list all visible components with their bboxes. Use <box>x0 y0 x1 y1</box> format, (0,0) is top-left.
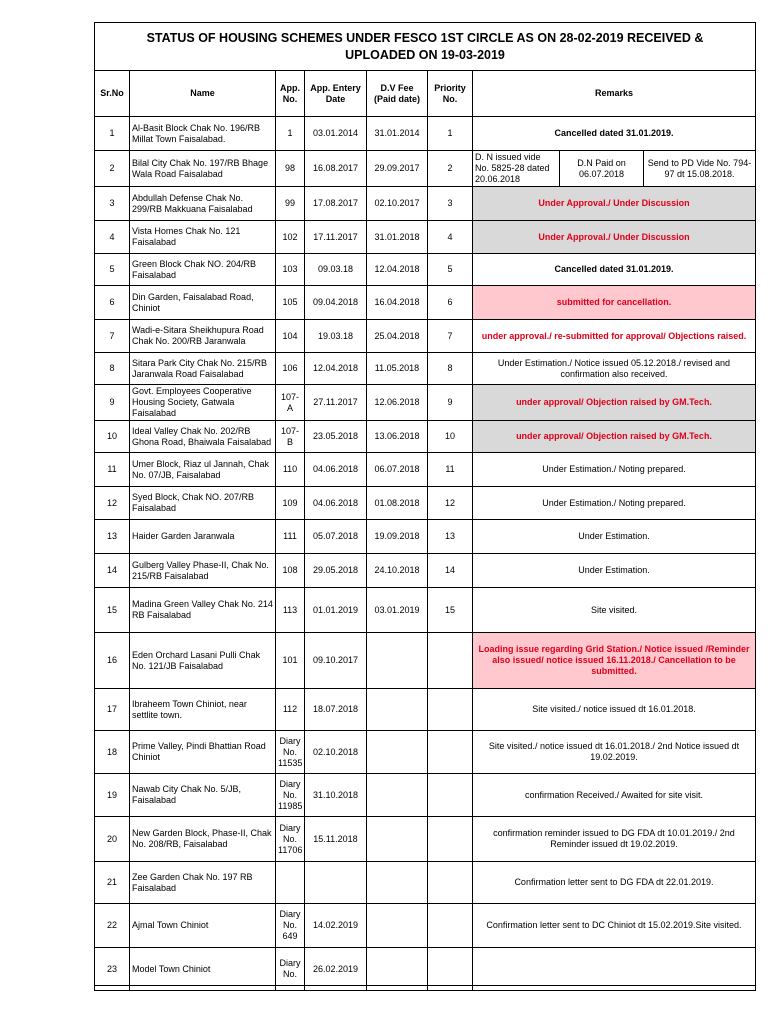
cell-priority <box>428 774 473 817</box>
housing-schemes-table <box>94 22 756 991</box>
cell-priority: 6 <box>428 286 473 320</box>
cell-remarks: confirmation Received./ Awaited for site visit. <box>473 774 756 817</box>
cell-remarks: under approval/ Objection raised by GM.Tech. <box>473 385 756 421</box>
cell-dv-fee <box>367 731 428 774</box>
cell-entry-date: 02.10.2018 <box>305 731 367 774</box>
cell-name: Abdullah Defense Chak No. 299/RB Makkuana Faisalabad <box>130 187 276 221</box>
cell-app-no: 111 <box>276 520 305 554</box>
cell-dv-fee: 12.06.2018 <box>367 385 428 421</box>
table-row <box>95 862 756 904</box>
title-line-2: UPLOADED ON 19-03-2019 <box>345 47 505 62</box>
cell-app-no: 102 <box>276 221 305 254</box>
document-title <box>95 23 756 71</box>
cell-entry-date: 17.08.2017 <box>305 187 367 221</box>
table-row <box>95 254 756 286</box>
cell-name: Eden Orchard Lasani Pulli Chak No. 121/JB Faisalabad <box>130 633 276 689</box>
cell-dv-fee: 12.04.2018 <box>367 254 428 286</box>
title-line-1: STATUS OF HOUSING SCHEMES UNDER FESCO 1ST CIRCLE AS ON 28-02-2019 RECEIVED & <box>146 30 704 45</box>
cell-entry-date: 16.08.2017 <box>305 151 367 187</box>
cell-srno: 11 <box>95 453 130 487</box>
cell-priority <box>428 817 473 862</box>
cell-app-no: Diary No. 649 <box>276 904 305 948</box>
table-row <box>95 453 756 487</box>
cell-remarks: Cancelled dated 31.01.2019. <box>473 254 756 286</box>
cell-priority: 10 <box>428 421 473 453</box>
table-row <box>95 817 756 862</box>
cell-entry-date: 27.11.2017 <box>305 385 367 421</box>
cell-priority: 1 <box>428 117 473 151</box>
cell-dv-fee: 01.08.2018 <box>367 487 428 520</box>
cell-priority: 5 <box>428 254 473 286</box>
cell-entry-date: 26.02.2019 <box>305 948 367 991</box>
cell-entry-date: 09.04.2018 <box>305 286 367 320</box>
cell-name: Din Garden, Faisalabad Road, Chiniot <box>130 286 276 320</box>
cell-app-no: 113 <box>276 588 305 633</box>
cell-remarks: confirmation reminder issued to DG FDA dt 10.01.2019./ 2nd Reminder issued dt 19.02.2019. <box>473 817 756 862</box>
cell-app-no: 112 <box>276 689 305 731</box>
cell-priority: 14 <box>428 554 473 588</box>
cell-remarks: Site visited. <box>473 588 756 633</box>
cell-entry-date: 09.10.2017 <box>305 633 367 689</box>
cell-app-no: 107-B <box>276 421 305 453</box>
cell-entry-date: 01.01.2019 <box>305 588 367 633</box>
cell-srno: 17 <box>95 689 130 731</box>
cell-entry-date: 29.05.2018 <box>305 554 367 588</box>
cell-srno: 6 <box>95 286 130 320</box>
cell-name: Sitara Park City Chak No. 215/RB Jaranwala Road Faisalabad <box>130 353 276 385</box>
cell-priority <box>428 731 473 774</box>
cell-priority: 11 <box>428 453 473 487</box>
table-row <box>95 904 756 948</box>
cell-app-no: 99 <box>276 187 305 221</box>
cell-dv-fee: 19.09.2018 <box>367 520 428 554</box>
cell-entry-date: 18.07.2018 <box>305 689 367 731</box>
cell-app-no: Diary No. 11706 <box>276 817 305 862</box>
cell-remarks: Confirmation letter sent to DC Chiniot dt 15.02.2019.Site visited. <box>473 904 756 948</box>
cell-srno: 4 <box>95 221 130 254</box>
header-dv-fee: D.V Fee (Paid date) <box>367 71 428 117</box>
cell-priority: 13 <box>428 520 473 554</box>
cell-name: Ideal Valley Chak No. 202/RB Ghona Road, Bhaiwala Faisalabad <box>130 421 276 453</box>
cell-srno: 9 <box>95 385 130 421</box>
cell-name: Madina Green Valley Chak No. 214 RB Faisalabad <box>130 588 276 633</box>
cell-name: Nawab City Chak No. 5/JB, Faisalabad <box>130 774 276 817</box>
cell-entry-date: 19.03.18 <box>305 320 367 353</box>
cell-dv-fee: 31.01.2018 <box>367 221 428 254</box>
cell-app-no: 1 <box>276 117 305 151</box>
cell-dv-fee: 31.01.2014 <box>367 117 428 151</box>
cell-dv-fee: 24.10.2018 <box>367 554 428 588</box>
table-row <box>95 588 756 633</box>
cell-priority: 12 <box>428 487 473 520</box>
cell-srno: 15 <box>95 588 130 633</box>
cell-priority <box>428 633 473 689</box>
cell-remarks: Site visited./ notice issued dt 16.01.2018. <box>473 689 756 731</box>
cell-name: Green Block Chak NO. 204/RB Faisalabad <box>130 254 276 286</box>
cell-remarks: Under Estimation./ Noting prepared. <box>473 487 756 520</box>
cell-name: Umer Block, Riaz ul Jannah, Chak No. 07/JB, Faisalabad <box>130 453 276 487</box>
cell-srno: 19 <box>95 774 130 817</box>
cell-app-no: 104 <box>276 320 305 353</box>
cell-priority <box>428 689 473 731</box>
cell-priority <box>428 904 473 948</box>
cell-name: Wadi-e-Sitara Sheikhupura Road Chak No. 200/RB Jaranwala <box>130 320 276 353</box>
cell-name: New Garden Block, Phase-II, Chak No. 208/RB, Faisalabad <box>130 817 276 862</box>
cell-app-no: 108 <box>276 554 305 588</box>
cell-entry-date: 23.05.2018 <box>305 421 367 453</box>
table-row <box>95 353 756 385</box>
cell-remarks: Under Estimation./ Noting prepared. <box>473 453 756 487</box>
cell-name: Syed Block, Chak NO. 207/RB Faisalabad <box>130 487 276 520</box>
cell-entry-date: 09.03.18 <box>305 254 367 286</box>
cell-priority: 8 <box>428 353 473 385</box>
cell-dv-fee <box>367 904 428 948</box>
cell-remarks: Site visited./ notice issued dt 16.01.2018./ 2nd Notice issued dt 19.02.2019. <box>473 731 756 774</box>
cell-app-no: 107-A <box>276 385 305 421</box>
cell-srno: 2 <box>95 151 130 187</box>
table-row <box>95 554 756 588</box>
cell-entry-date <box>305 862 367 904</box>
cell-srno: 8 <box>95 353 130 385</box>
cell-entry-date: 15.11.2018 <box>305 817 367 862</box>
cell-entry-date: 12.04.2018 <box>305 353 367 385</box>
cell-name: Zee Garden Chak No. 197 RB Faisalabad <box>130 862 276 904</box>
cell-srno: 22 <box>95 904 130 948</box>
cell-app-no: Diary No. <box>276 948 305 991</box>
header-priority: Priority No. <box>428 71 473 117</box>
cell-name: Al-Basit Block Chak No. 196/RB Millat Town Faisalabad. <box>130 117 276 151</box>
table-row <box>95 286 756 320</box>
cell-dv-fee: 06.07.2018 <box>367 453 428 487</box>
cell-entry-date: 05.07.2018 <box>305 520 367 554</box>
table-row <box>95 187 756 221</box>
cell-remarks: Cancelled dated 31.01.2019. <box>473 117 756 151</box>
cell-srno: 7 <box>95 320 130 353</box>
cell-dv-fee <box>367 774 428 817</box>
cell-srno: 23 <box>95 948 130 991</box>
cell-app-no <box>276 862 305 904</box>
cell-dv-fee: 11.05.2018 <box>367 353 428 385</box>
cell-entry-date: 14.02.2019 <box>305 904 367 948</box>
cell-remarks: submitted for cancellation. <box>473 286 756 320</box>
table-row <box>95 774 756 817</box>
cell-dv-fee <box>367 817 428 862</box>
cell-priority: 4 <box>428 221 473 254</box>
cell-app-no: 103 <box>276 254 305 286</box>
cell-entry-date: 17.11.2017 <box>305 221 367 254</box>
cell-entry-date: 04.06.2018 <box>305 487 367 520</box>
cell-remarks: Loading issue regarding Grid Station./ Notice issued /Reminder also issued/ notice issued 16.11.2018./ Cancellation to be submitted. <box>473 633 756 689</box>
cell-app-no: 98 <box>276 151 305 187</box>
cell-srno: 1 <box>95 117 130 151</box>
cell-name: Govt. Employees Cooperative Housing Society, Gatwala Faisalabad <box>130 385 276 421</box>
cell-app-no: 110 <box>276 453 305 487</box>
cell-remarks-dn-paid: D.N Paid on 06.07.2018 <box>560 151 644 187</box>
header-srno: Sr.No <box>95 71 130 117</box>
cell-app-no: 101 <box>276 633 305 689</box>
cell-dv-fee: 29.09.2017 <box>367 151 428 187</box>
cell-dv-fee <box>367 862 428 904</box>
cell-srno: 18 <box>95 731 130 774</box>
cell-entry-date: 03.01.2014 <box>305 117 367 151</box>
cell-name: Ibraheem Town Chiniot, near settlite town. <box>130 689 276 731</box>
cell-name: Gulberg Valley Phase-II, Chak No. 215/RB Faisalabad <box>130 554 276 588</box>
cell-srno: 3 <box>95 187 130 221</box>
cell-remarks: Under Estimation. <box>473 554 756 588</box>
cell-dv-fee: 16.04.2018 <box>367 286 428 320</box>
cell-entry-date: 31.10.2018 <box>305 774 367 817</box>
cell-srno: 12 <box>95 487 130 520</box>
page-bottom-rule <box>94 985 756 986</box>
cell-app-no: Diary No. 11985 <box>276 774 305 817</box>
cell-remarks: under approval./ re-submitted for approval/ Objections raised. <box>473 320 756 353</box>
cell-dv-fee <box>367 633 428 689</box>
cell-name: Prime Valley, Pindi Bhattian Road Chiniot <box>130 731 276 774</box>
table-header-row <box>95 71 756 117</box>
cell-srno: 5 <box>95 254 130 286</box>
cell-priority: 3 <box>428 187 473 221</box>
cell-srno: 21 <box>95 862 130 904</box>
table-row <box>95 633 756 689</box>
cell-dv-fee: 13.06.2018 <box>367 421 428 453</box>
table-row <box>95 421 756 453</box>
cell-priority: 7 <box>428 320 473 353</box>
cell-srno: 16 <box>95 633 130 689</box>
cell-priority: 9 <box>428 385 473 421</box>
cell-app-no: 105 <box>276 286 305 320</box>
cell-remarks: Under Estimation./ Notice issued 05.12.2018./ revised and confirmation also received. <box>473 353 756 385</box>
cell-name: Model Town Chiniot <box>130 948 276 991</box>
cell-srno: 20 <box>95 817 130 862</box>
cell-remarks-dn-issued: D. N issued vide No. 5825-28 dated 20.06.2018 <box>473 151 560 187</box>
housing-status-document <box>94 22 755 991</box>
cell-name: Bilal City Chak No. 197/RB Bhage Wala Road Faisalabad <box>130 151 276 187</box>
cell-remarks: under approval/ Objection raised by GM.Tech. <box>473 421 756 453</box>
table-row <box>95 117 756 151</box>
table-row <box>95 221 756 254</box>
cell-priority <box>428 862 473 904</box>
table-row <box>95 487 756 520</box>
cell-app-no: Diary No. 11535 <box>276 731 305 774</box>
cell-dv-fee: 02.10.2017 <box>367 187 428 221</box>
cell-srno: 10 <box>95 421 130 453</box>
header-entry-date: App. Entery Date <box>305 71 367 117</box>
cell-dv-fee: 03.01.2019 <box>367 588 428 633</box>
cell-priority: 15 <box>428 588 473 633</box>
cell-app-no: 109 <box>276 487 305 520</box>
cell-srno: 13 <box>95 520 130 554</box>
cell-name: Ajmal Town Chiniot <box>130 904 276 948</box>
cell-entry-date: 04.06.2018 <box>305 453 367 487</box>
cell-remarks: Under Approval./ Under Discussion <box>473 221 756 254</box>
table-row <box>95 320 756 353</box>
cell-dv-fee: 25.04.2018 <box>367 320 428 353</box>
cell-remarks-send-pd: Send to PD Vide No. 794-97 dt 15.08.2018. <box>644 151 756 187</box>
table-row <box>95 520 756 554</box>
cell-priority: 2 <box>428 151 473 187</box>
table-row <box>95 385 756 421</box>
cell-remarks: Confirmation letter sent to DG FDA dt 22.01.2019. <box>473 862 756 904</box>
cell-app-no: 106 <box>276 353 305 385</box>
cell-srno: 14 <box>95 554 130 588</box>
header-app-no: App. No. <box>276 71 305 117</box>
table-row <box>95 689 756 731</box>
cell-remarks: Under Approval./ Under Discussion <box>473 187 756 221</box>
header-name: Name <box>130 71 276 117</box>
cell-remarks: Under Estimation. <box>473 520 756 554</box>
cell-name: Haider Garden Jaranwala <box>130 520 276 554</box>
cell-name: Vista Homes Chak No. 121 Faisalabad <box>130 221 276 254</box>
table-row <box>95 151 756 187</box>
cell-dv-fee <box>367 689 428 731</box>
header-remarks: Remarks <box>473 71 756 117</box>
table-row <box>95 731 756 774</box>
